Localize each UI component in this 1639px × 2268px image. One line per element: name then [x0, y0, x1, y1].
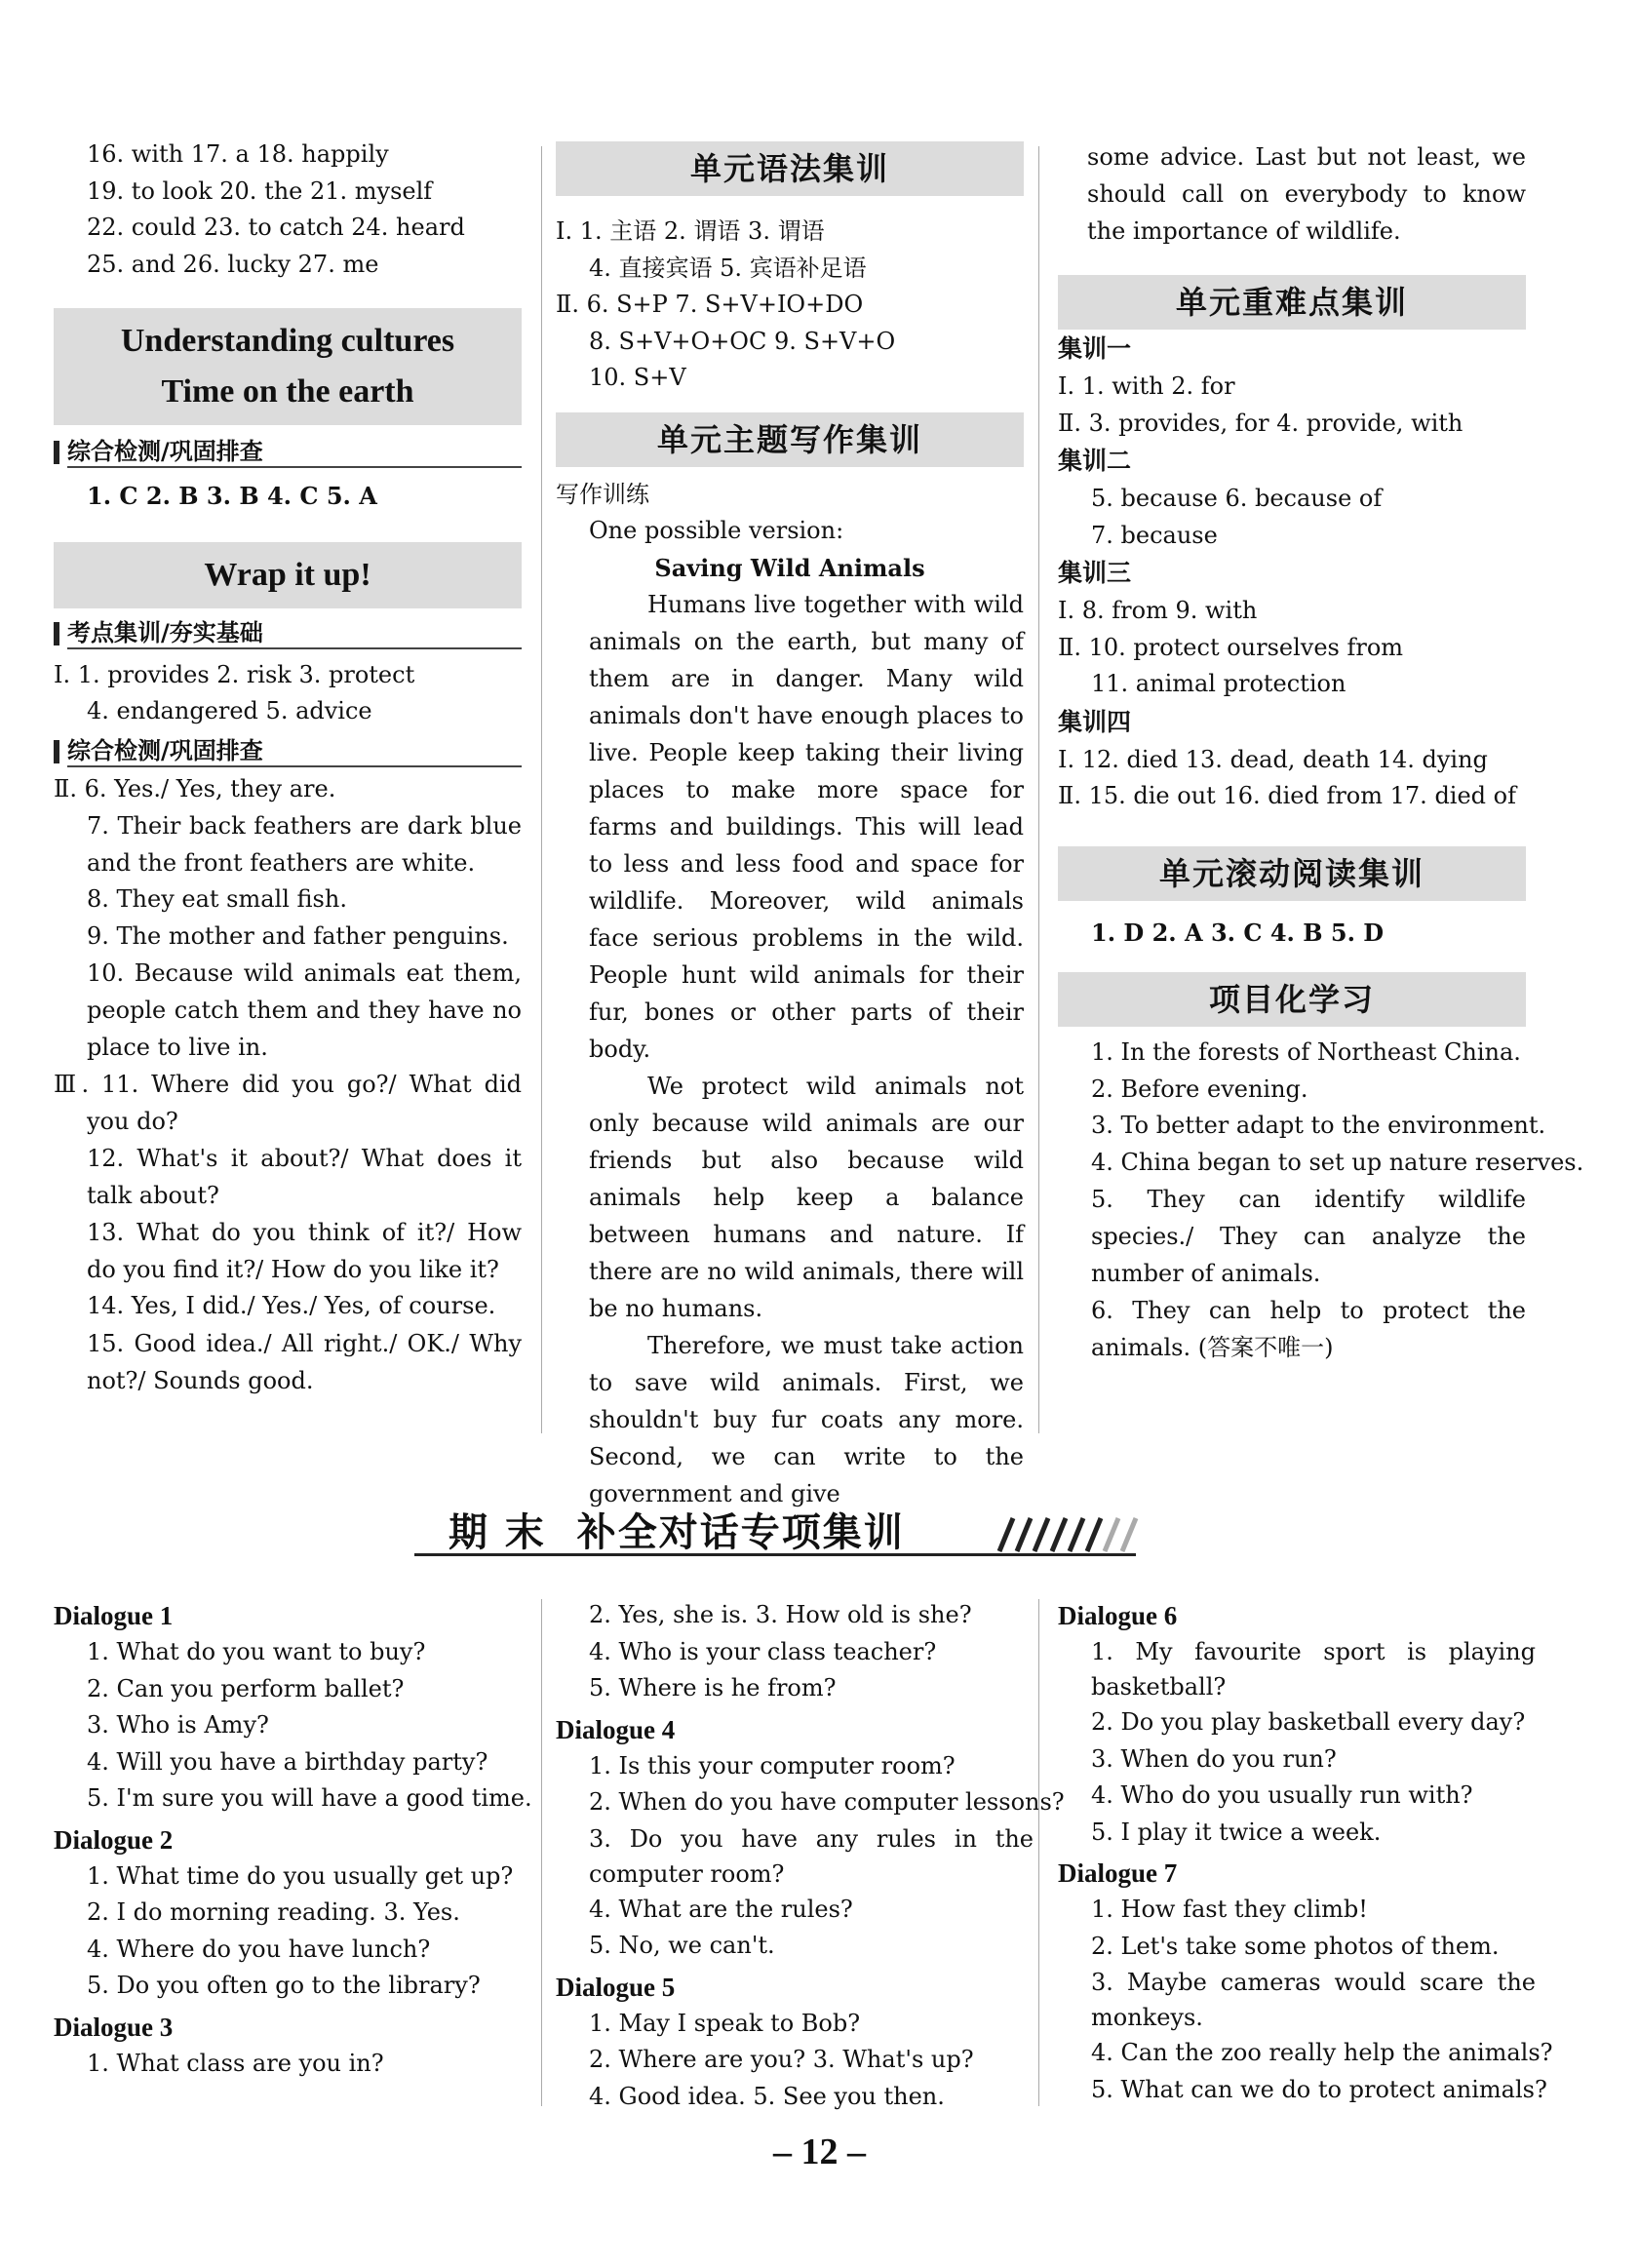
dialogue-answer: 4. Can the zoo really help the animals?: [1091, 2039, 1553, 2066]
dialogue-answer: 1. Is this your computer room?: [589, 1751, 956, 1779]
dialogue-answer: 4. Who do you usually run with?: [1091, 1781, 1473, 1809]
dialogue-answer: 5. I play it twice a week.: [1091, 1818, 1382, 1846]
answer-line: 10. Because wild animals eat them, people catch them and they have no place to live in.: [87, 959, 522, 1061]
version-label: One possible version:: [589, 517, 844, 544]
training-label: 集训一: [1058, 334, 1132, 363]
answer-line: Ⅰ. 1. provides 2. risk 3. protect: [54, 660, 415, 688]
dialogue-answer: 5. What can we do to protect animals?: [1091, 2075, 1547, 2103]
dialogue-answer: 2. Yes, she is. 3. How old is she?: [589, 1601, 972, 1628]
answer-line: 8. S+V+O+OC 9. S+V+O: [589, 327, 896, 355]
section-heading-key-points: 单元重难点集训: [1058, 275, 1526, 330]
answer-line: 2. Before evening.: [1091, 1075, 1308, 1103]
column-divider: [541, 1599, 542, 2106]
section-heading-project: 项目化学习: [1058, 972, 1526, 1027]
answer-line: Ⅱ. 3. provides, for 4. provide, with: [1058, 409, 1463, 437]
heading-line-2: Time on the earth: [161, 373, 414, 410]
answer-line: 12. What's it about?/ What does it talk about?: [87, 1145, 522, 1209]
dialogue-answer: 3. Who is Amy?: [87, 1711, 269, 1739]
answer-line: 22. could 23. to catch 24. heard: [87, 214, 465, 241]
essay-title: Saving Wild Animals: [654, 553, 925, 582]
column-1: [54, 137, 522, 1399]
essay-paragraph: We protect wild animals not only because wild animals are our friends but also because wild animals help keep a balance between humans and nature. If there are no wild animals, there will be no humans.: [589, 1073, 1024, 1322]
dialogue-heading: Dialogue 2: [54, 1824, 174, 1855]
answer-line: Ⅱ. 15. die out 16. died from 17. died of: [1058, 782, 1517, 809]
dialogue-answer: 5. Where is he from?: [589, 1674, 837, 1701]
answer-line: 8. They eat small fish.: [87, 885, 347, 913]
answer-line: Ⅱ. 10. protect ourselves from: [1058, 633, 1404, 661]
essay-paragraph: Therefore, we must take action to save wild animals. First, we shouldn't buy fur coats any more. Second, we can write to the government and give: [589, 1332, 1024, 1507]
dialogue-answer: 2. I do morning reading. 3. Yes.: [87, 1898, 460, 1926]
dialogue-heading: Dialogue 7: [1058, 1858, 1178, 1888]
answer-line: Ⅰ. 8. from 9. with: [1058, 597, 1258, 624]
training-label: 集训四: [1058, 707, 1132, 736]
bottom-section-title: 期 末 补全对话专项集训: [449, 1510, 905, 1555]
essay-paragraph: Humans live together with wild animals on the earth, but many of them are in danger. Many wild animals don't have enough places to live. People keep taking their living places to make more space for farms and buildings. This will lead to less and less food and space for wildlife. Moreover, wild animals face serious problems in the wild. People hunt wild animals for their fur, bones or other parts of their body.: [589, 591, 1024, 1063]
title-underline: [414, 1553, 1136, 1556]
answer-line: Ⅱ. 6. S+P 7. S+V+IO+DO: [556, 291, 864, 318]
dialogue-answer: 1. How fast they climb!: [1091, 1896, 1368, 1923]
answer-line: 16. with 17. a 18. happily: [87, 140, 389, 168]
section-heading-grammar: 单元语法集训: [556, 141, 1024, 196]
answer-line: 5. because 6. because of: [1091, 485, 1383, 512]
training-label: 集训三: [1058, 559, 1132, 587]
bottom-column-3: [1058, 1597, 1553, 2108]
column-2: [556, 141, 1024, 1512]
section-heading-reading: 单元滚动阅读集训: [1058, 846, 1526, 901]
answer-line: 10. S+V: [589, 364, 686, 391]
writing-label: 写作训练: [556, 480, 649, 508]
section-heading-writing: 单元主题写作集训: [556, 412, 1024, 467]
dialogue-answer: 3. Maybe cameras would scare the monkeys.: [1091, 1969, 1536, 2031]
dialogue-answer: 2. Do you play basketball every day?: [1091, 1708, 1526, 1736]
subsection-label: 综合检测/巩固排查: [54, 435, 522, 468]
dialogue-heading: Dialogue 3: [54, 2012, 174, 2042]
subsection-label: 考点集训/夯实基础: [54, 616, 522, 649]
answer-line: 4. China began to set up nature reserves.: [1091, 1148, 1584, 1176]
answer-line: 1. In the forests of Northeast China.: [1091, 1038, 1521, 1066]
dialogue-answer: 4. Will you have a birthday party?: [87, 1747, 488, 1776]
dialogue-answer: 4. Who is your class teacher?: [589, 1637, 937, 1665]
dialogue-heading: Dialogue 5: [556, 1972, 676, 2002]
answer-line: 11. animal protection: [1091, 670, 1346, 697]
answer-line: Ⅰ. 1. with 2. for: [1058, 372, 1235, 400]
dialogue-answer: 2. Where are you? 3. What's up?: [589, 2046, 974, 2073]
answer-line: 19. to look 20. the 21. myself: [87, 176, 433, 205]
column-divider: [541, 146, 542, 1433]
answer-line: 1. C 2. B 3. B 4. C 5. A: [87, 482, 377, 510]
dialogue-answer: 5. I'm sure you will have a good time.: [87, 1784, 532, 1812]
dialogue-answer: 1. My favourite sport is playing basketball?: [1091, 1638, 1536, 1701]
dialogue-heading: Dialogue 1: [54, 1601, 174, 1630]
answer-line: 25. and 26. lucky 27. me: [87, 250, 379, 278]
section-heading-wrap-it-up: Wrap it up!: [54, 542, 522, 608]
answer-line: 14. Yes, I did./ Yes./ Yes, of course.: [87, 1292, 496, 1319]
title-stripes-decoration: [990, 1514, 1165, 1553]
answer-line: 5. They can identify wildlife species./ They can analyze the number of animals.: [1091, 1186, 1526, 1287]
dialogue-heading: Dialogue 4: [556, 1714, 676, 1744]
bottom-column-1: [54, 1597, 531, 2082]
answer-line: 13. What do you think of it?/ How do you find it?/ How do you like it?: [87, 1219, 522, 1283]
heading-line-1: Understanding cultures: [120, 323, 455, 359]
training-label: 集训二: [1058, 447, 1132, 475]
dialogue-answer: 1. What class are you in?: [87, 2049, 384, 2077]
answer-line: 1. D 2. A 3. C 4. B 5. D: [1091, 918, 1385, 947]
essay-continuation: some advice. Last but not least, we should call on everybody to know the importance of wildlife.: [1087, 143, 1526, 245]
answer-line: Ⅰ. 12. died 13. dead, death 14. dying: [1058, 745, 1488, 773]
answer-line: 6. They can help to protect the animals. (答案不唯一): [1091, 1297, 1526, 1361]
answer-line: Ⅰ. 1. 主语 2. 谓语 3. 谓语: [556, 217, 825, 245]
dialogue-answer: 5. Do you often go to the library?: [87, 1972, 481, 1999]
answer-line: 7. because: [1091, 521, 1218, 549]
dialogue-answer: 3. When do you run?: [1091, 1744, 1337, 1773]
page-number: – 12 –: [773, 2131, 866, 2172]
answer-line: 3. To better adapt to the environment.: [1091, 1112, 1546, 1139]
dialogue-answer: 1. May I speak to Bob?: [589, 2009, 861, 2037]
column-divider: [1038, 1599, 1039, 2106]
dialogue-answer: 3. Do you have any rules in the computer room?: [589, 1824, 1034, 1888]
answer-line: 9. The mother and father penguins.: [87, 921, 509, 950]
dialogue-answer: 1. What do you want to buy?: [87, 1638, 426, 1665]
dialogue-answer: 4. Good idea. 5. See you then.: [589, 2082, 945, 2110]
section-heading-understanding-cultures: [54, 308, 522, 425]
dialogue-answer: 5. No, we can't.: [589, 1932, 775, 1959]
answer-line: Ⅲ. 11. Where did you go?/ What did you do?: [54, 1071, 522, 1135]
answer-line: Ⅱ. 6. Yes./ Yes, they are.: [54, 774, 336, 802]
answer-line: 7. Their back feathers are dark blue and the front feathers are white.: [87, 812, 522, 877]
column-3: [1058, 138, 1584, 1366]
answer-line: 4. endangered 5. advice: [87, 697, 372, 724]
dialogue-answer: 2. When do you have computer lessons?: [589, 1788, 1065, 1816]
answer-line: 15. Good idea./ All right./ OK./ Why not?/ Sounds good.: [87, 1329, 522, 1394]
dialogue-answer: 4. What are the rules?: [589, 1895, 853, 1923]
bottom-column-2: [556, 1597, 1065, 2115]
dialogue-answer: 4. Where do you have lunch?: [87, 1935, 431, 1963]
dialogue-answer: 2. Let's take some photos of them.: [1091, 1932, 1500, 1960]
dialogue-heading: Dialogue 6: [1058, 1601, 1178, 1630]
subsection-label: 综合检测/巩固排查: [54, 734, 522, 767]
column-divider: [1038, 146, 1039, 1433]
dialogue-answer: 2. Can you perform ballet?: [87, 1674, 405, 1702]
answer-line: 4. 直接宾语 5. 宾语补足语: [589, 254, 867, 282]
dialogue-answer: 1. What time do you usually get up?: [87, 1861, 514, 1890]
